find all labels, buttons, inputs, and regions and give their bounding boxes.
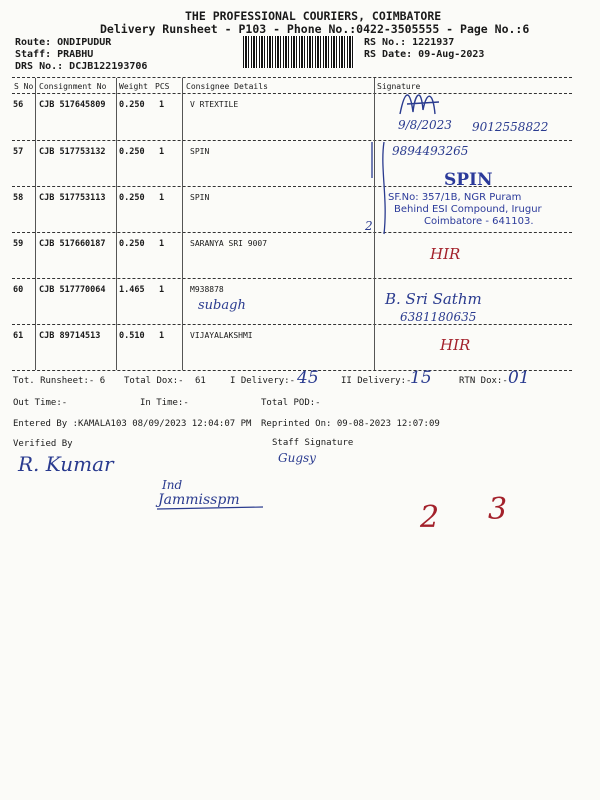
total-runsheet: Tot. Runsheet:- 6: [13, 376, 106, 386]
header-pcs: PCS: [155, 82, 170, 91]
verified-signature: R. Kumar: [18, 452, 114, 476]
handwritten-signature: B. Sri Sathm: [385, 290, 482, 308]
row-weight: 0.250: [119, 239, 145, 249]
barcode: [243, 36, 355, 68]
row-consignee: SPIN: [190, 147, 210, 156]
row-consignee: V RTEXTILE: [190, 100, 239, 109]
rs-date-label: RS Date: 09-Aug-2023: [364, 49, 485, 60]
reprinted-on: Reprinted On: 09-08-2023 12:07:09: [261, 419, 440, 429]
header-weight: Weight: [119, 82, 148, 91]
verified-by-label: Verified By: [13, 439, 73, 449]
header-consignee-details: Consignee Details: [186, 82, 268, 91]
row-divider: [12, 278, 572, 279]
header-consignment-no: Consignment No: [39, 82, 107, 91]
staff-label: Staff: PRABHU: [15, 49, 94, 60]
row-weight: 0.250: [119, 193, 145, 203]
row-pcs: 1: [159, 193, 165, 203]
row-divider: [12, 140, 572, 141]
runsheet-subtitle: Delivery Runsheet - P103 - Phone No.:0422-3505555 - Page No.:6: [100, 22, 530, 36]
handwritten-name: subagh: [198, 298, 246, 313]
handwritten-mark: 2: [365, 219, 373, 233]
row-pcs: 1: [159, 239, 165, 249]
handwritten-phone: 9894493265: [392, 144, 469, 158]
row-sno: 57: [13, 147, 24, 157]
total-dox-label: Total Dox:-: [124, 376, 184, 386]
stamp-address-line: SF.No: 357/1B, NGR Puram: [388, 192, 522, 203]
handwritten-hir: HIR: [430, 245, 461, 263]
stamp-address-line: Coimbatore - 641103.: [424, 216, 534, 227]
header-signature: Signature: [377, 82, 421, 91]
drs-label: DRS No.: DCJB122193706: [15, 61, 148, 72]
row-sno: 59: [13, 239, 24, 249]
row-sno: 60: [13, 285, 24, 295]
in-time-label: In Time:-: [140, 398, 189, 408]
stamp-address-line: Behind ESI Compound, Irugur: [394, 204, 542, 215]
handwritten-phone: 9012558822: [472, 120, 549, 134]
table-header-rule: [12, 93, 572, 94]
staff-signature-label: Staff Signature: [272, 438, 354, 448]
row-pcs: 1: [159, 100, 165, 110]
ii-delivery-label: II Delivery:-: [341, 376, 412, 386]
row-weight: 0.250: [119, 147, 145, 157]
row-weight: 1.465: [119, 285, 145, 295]
ii-delivery-value: 15: [410, 368, 432, 388]
admin-note: Jammisspm: [158, 492, 240, 508]
table-bottom-rule: [12, 370, 572, 371]
route-label: Route: ONDIPUDUR: [15, 37, 112, 48]
page-mark: 2: [420, 500, 440, 535]
row-divider: [12, 324, 572, 325]
column-divider: [182, 78, 183, 370]
column-divider: [116, 78, 117, 370]
table-top-rule: [12, 77, 572, 78]
row-consignee: SPIN: [190, 193, 210, 202]
row-sno: 58: [13, 193, 24, 203]
out-time-label: Out Time:-: [13, 398, 68, 408]
company-name: THE PROFESSIONAL COURIERS, COIMBATORE: [185, 9, 442, 23]
row-consignment-no: CJB 517770064: [39, 285, 106, 295]
staff-signature: Gugsy: [278, 451, 316, 465]
rs-no-label: RS No.: 1221937: [364, 37, 455, 48]
row-consignment-no: CJB 89714513: [39, 331, 101, 341]
i-delivery-value: 45: [297, 368, 319, 388]
rtn-dox-value: 01: [508, 368, 530, 388]
admin-note: Ind: [162, 478, 183, 492]
underline-mark-icon: [155, 505, 265, 513]
header-sno: S No: [14, 82, 34, 91]
row-weight: 0.250: [119, 100, 145, 110]
handwritten-date: 9/8/2023: [398, 118, 452, 132]
stamp-name: SPIN: [444, 170, 493, 190]
row-consignee: VIJAYALAKSHMI: [190, 331, 253, 340]
handwritten-phone: 6381180635: [400, 310, 477, 324]
i-delivery-label: I Delivery:-: [230, 376, 296, 386]
row-consignment-no: CJB 517753113: [39, 193, 106, 203]
row-consignment-no: CJB 517660187: [39, 239, 106, 249]
row-pcs: 1: [159, 285, 165, 295]
page-mark: 3: [488, 492, 508, 527]
total-dox-value: 61: [195, 376, 206, 386]
row-consignee: M938878: [190, 285, 224, 294]
rtn-dox-label: RTN Dox:-: [459, 376, 508, 386]
handwritten-hir: HIR: [440, 336, 471, 354]
row-consignment-no: CJB 517645809: [39, 100, 106, 110]
row-sno: 61: [13, 331, 24, 341]
row-consignee: SARANYA SRI 9007: [190, 239, 268, 248]
column-divider: [35, 78, 36, 370]
row-pcs: 1: [159, 147, 165, 157]
row-consignment-no: CJB 517753132: [39, 147, 106, 157]
row-sno: 56: [13, 100, 24, 110]
row-weight: 0.510: [119, 331, 145, 341]
entered-by: Entered By :KAMALA103 08/09/2023 12:04:07 PM: [13, 419, 252, 429]
company-stamp: [370, 170, 570, 238]
total-pod-label: Total POD:-: [261, 398, 321, 408]
row-pcs: 1: [159, 331, 165, 341]
